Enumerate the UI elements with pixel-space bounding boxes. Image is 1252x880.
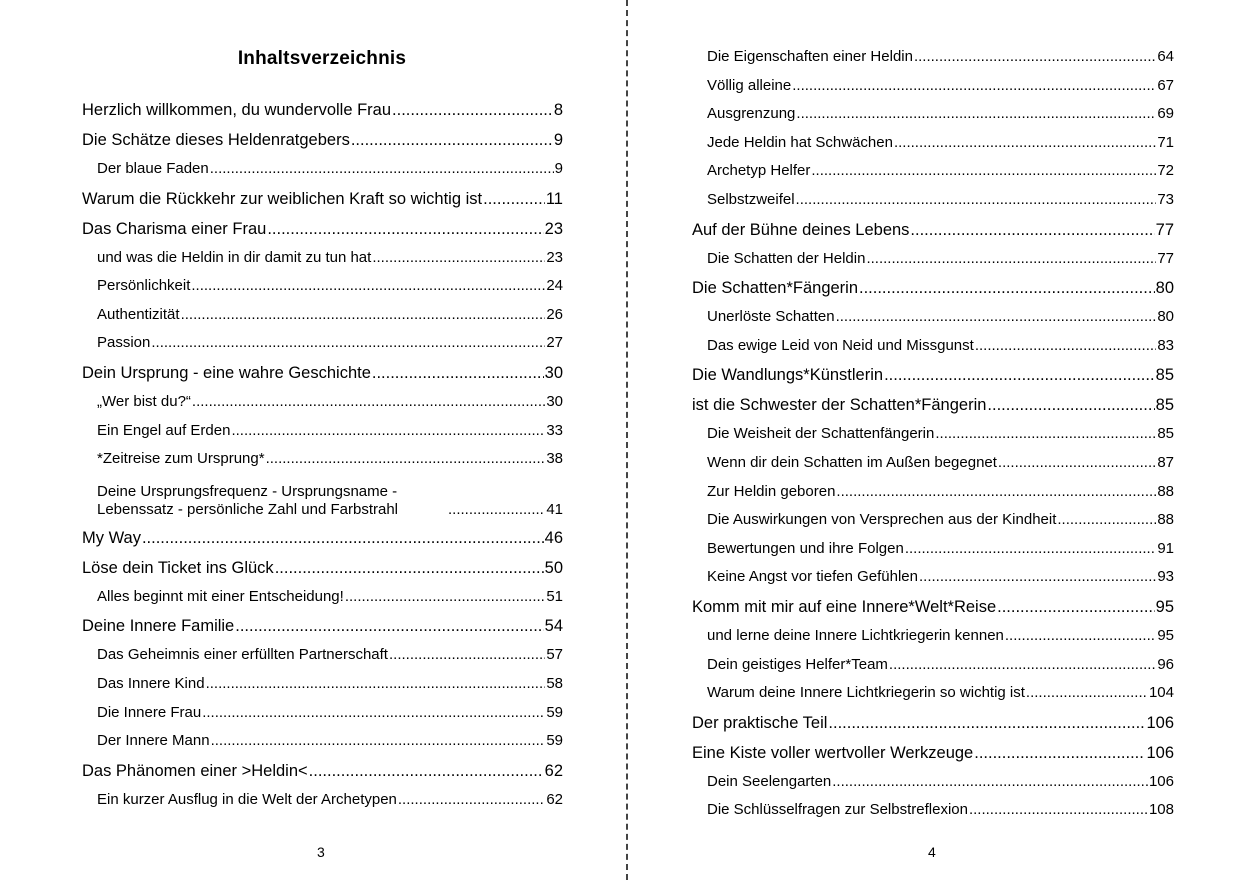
toc-entry: Dein Ursprung - eine wahre Geschichte ..... 30 [82, 358, 563, 388]
toc-entry: ist die Schwester der Schatten*Fängerin ..... 85 [692, 390, 1174, 420]
toc-subentry: Warum deine Innere Lichtkriegerin so wichtig ist ..... 104 [692, 679, 1174, 708]
toc-entry: Herzlich willkommen, du wundervolle Frau ..... 8 [82, 95, 563, 125]
toc-subentry: Zur Heldin geboren ..... 88 [692, 478, 1174, 507]
toc-subentry: Jede Heldin hat Schwächen ..... 71 [692, 129, 1174, 158]
toc-subentry: Das Geheimnis einer erfüllten Partnerschaft ..... 57 [82, 641, 563, 670]
toc-subentry: Wenn dir dein Schatten im Außen begegnet ..... 87 [692, 449, 1174, 478]
toc-subentry: und lerne deine Innere Lichtkriegerin kennen ..... 95 [692, 622, 1174, 651]
toc-subentry: *Zeitreise zum Ursprung* ..... 38 [82, 445, 563, 474]
toc-entry: Der praktische Teil ..... 106 [692, 708, 1174, 738]
toc-subentry: Die Schatten der Heldin ..... 77 [692, 245, 1174, 274]
toc-subentry: Der Innere Mann ..... 59 [82, 727, 563, 756]
toc-subentry: Die Auswirkungen von Versprechen aus der Kindheit ..... 88 [692, 506, 1174, 535]
toc-subentry: Passion ..... 27 [82, 329, 563, 358]
toc-subentry: Die Schlüsselfragen zur Selbstreflexion ..... 108 [692, 796, 1174, 825]
toc-entry: Auf der Bühne deines Lebens ..... 77 [692, 215, 1174, 245]
toc-list-right [692, 43, 1174, 825]
toc-subentry: Dein geistiges Helfer*Team ..... 96 [692, 651, 1174, 680]
toc-subentry: Archetyp Helfer ..... 72 [692, 157, 1174, 186]
toc-entry: Deine Innere Familie ..... 54 [82, 611, 563, 641]
toc-subentry: Dein Seelengarten ..... 106 [692, 768, 1174, 797]
toc-subentry: Die Weisheit der Schattenfängerin ..... 85 [692, 420, 1174, 449]
toc-title: Inhaltsverzeichnis [237, 48, 407, 69]
toc-subentry: Keine Angst vor tiefen Gefühlen ..... 93 [692, 563, 1174, 592]
toc-entry: Komm mit mir auf eine Innere*Welt*Reise ..... 95 [692, 592, 1174, 622]
toc-entry: Löse dein Ticket ins Glück ..... 50 [82, 553, 563, 583]
toc-subentry: Alles beginnt mit einer Entscheidung! ..... 51 [82, 583, 563, 612]
toc-entry: Das Charisma einer Frau ..... 23 [82, 214, 563, 244]
toc-subentry: und was die Heldin in dir damit zu tun hat ..... 23 [82, 244, 563, 273]
toc-subentry-multiline: Deine Ursprungsfrequenz - Ursprungsname - Lebenssatz - persönliche Zahl und Farbstrahl ..... 41 [82, 474, 563, 523]
toc-entry: Das Phänomen einer >Heldin< ..... 62 [82, 756, 563, 786]
toc-entry: Die Schatten*Fängerin ..... 80 [692, 273, 1174, 303]
toc-entry: Warum die Rückkehr zur weiblichen Kraft so wichtig ist ..... 11 [82, 184, 563, 214]
toc-subentry: „Wer bist du?“ ..... 30 [82, 388, 563, 417]
toc-subentry: Völlig alleine ..... 67 [692, 72, 1174, 101]
toc-subentry: Bewertungen und ihre Folgen ..... 91 [692, 535, 1174, 564]
toc-entry: Die Schätze dieses Heldenratgebers ..... 9 [82, 125, 563, 155]
toc-subentry: Das ewige Leid von Neid und Missgunst ..... 83 [692, 332, 1174, 361]
toc-subentry: Das Innere Kind ..... 58 [82, 670, 563, 699]
toc-entry: Die Wandlungs*Künstlerin ..... 85 [692, 360, 1174, 390]
toc-entry: Eine Kiste voller wertvoller Werkzeuge ..... 106 [692, 738, 1174, 768]
right-page [628, 0, 1252, 880]
toc-list-left [82, 95, 563, 814]
toc-subentry: Ausgrenzung ..... 69 [692, 100, 1174, 129]
page-number: 4 [928, 844, 936, 860]
toc-subentry: Ein Engel auf Erden ..... 33 [82, 417, 563, 446]
toc-subentry: Persönlichkeit ..... 24 [82, 272, 563, 301]
toc-subentry: Unerlöste Schatten ..... 80 [692, 303, 1174, 332]
toc-subentry: Die Eigenschaften einer Heldin ..... 64 [692, 43, 1174, 72]
toc-subentry: Selbstzweifel ..... 73 [692, 186, 1174, 215]
toc-subentry: Die Innere Frau ..... 59 [82, 699, 563, 728]
page-number: 3 [317, 844, 325, 860]
toc-subentry: Ein kurzer Ausflug in die Welt der Archetypen ..... 62 [82, 786, 563, 815]
toc-subentry: Authentizität ..... 26 [82, 301, 563, 330]
toc-entry: My Way ..... 46 [82, 523, 563, 553]
toc-subentry: Der blaue Faden ..... 9 [82, 155, 563, 184]
